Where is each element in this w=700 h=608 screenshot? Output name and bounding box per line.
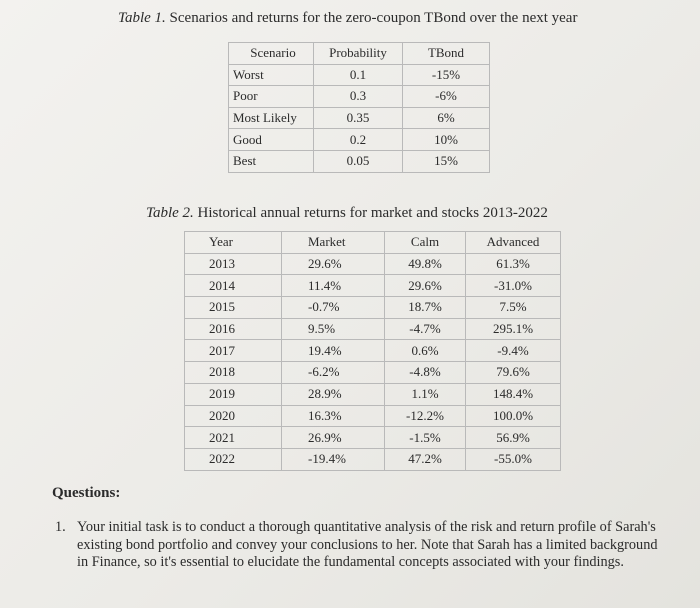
questions-heading: Questions: — [52, 485, 121, 501]
cell-probability: 0.05 — [314, 150, 403, 172]
header-probability: Probability — [314, 43, 403, 65]
cell-probability: 0.1 — [314, 64, 403, 86]
cell-year: 2019 — [185, 383, 282, 405]
table-row — [185, 405, 561, 427]
table-row — [229, 129, 490, 151]
cell-advanced: -55.0% — [466, 448, 561, 470]
cell-advanced: 295.1% — [466, 318, 561, 340]
cell-advanced: -9.4% — [466, 340, 561, 362]
cell-tbond: -6% — [403, 86, 490, 108]
table1-caption — [118, 10, 577, 27]
cell-calm: 18.7% — [385, 297, 466, 319]
cell-tbond: 6% — [403, 107, 490, 129]
question-number: 1. — [55, 519, 66, 535]
cell-year: 2021 — [185, 427, 282, 449]
table-row — [185, 275, 561, 297]
cell-year: 2013 — [185, 253, 282, 275]
cell-market: 26.9% — [282, 427, 385, 449]
cell-scenario: Most Likely — [229, 107, 314, 129]
cell-tbond: 15% — [403, 150, 490, 172]
table-header-row — [229, 43, 490, 65]
table-row — [185, 318, 561, 340]
cell-calm: 29.6% — [385, 275, 466, 297]
cell-market: -6.2% — [282, 362, 385, 384]
cell-year: 2022 — [185, 448, 282, 470]
table-row — [229, 107, 490, 129]
header-advanced: Advanced — [466, 232, 561, 254]
header-market: Market — [282, 232, 385, 254]
cell-advanced: 56.9% — [466, 427, 561, 449]
cell-advanced: 79.6% — [466, 362, 561, 384]
header-scenario: Scenario — [229, 43, 314, 65]
cell-probability: 0.2 — [314, 129, 403, 151]
cell-advanced: 7.5% — [466, 297, 561, 319]
cell-advanced: 148.4% — [466, 383, 561, 405]
question-item — [55, 519, 665, 572]
cell-year: 2020 — [185, 405, 282, 427]
cell-year: 2015 — [185, 297, 282, 319]
cell-calm: 47.2% — [385, 448, 466, 470]
cell-advanced: 61.3% — [466, 253, 561, 275]
scenario-table — [228, 42, 490, 173]
cell-year: 2016 — [185, 318, 282, 340]
table-row — [185, 448, 561, 470]
table-row — [185, 253, 561, 275]
cell-calm: 1.1% — [385, 383, 466, 405]
cell-calm: -12.2% — [385, 405, 466, 427]
table-row — [185, 362, 561, 384]
cell-market: 28.9% — [282, 383, 385, 405]
table-row — [229, 86, 490, 108]
cell-calm: -4.8% — [385, 362, 466, 384]
cell-market: 29.6% — [282, 253, 385, 275]
table-row — [229, 64, 490, 86]
cell-market: -0.7% — [282, 297, 385, 319]
table-row — [229, 150, 490, 172]
table2-caption — [146, 205, 548, 222]
table-row — [185, 427, 561, 449]
table-row — [185, 297, 561, 319]
returns-table — [184, 231, 561, 471]
table2-caption-label: Table 2. — [146, 205, 194, 221]
table-row — [185, 340, 561, 362]
cell-market: 19.4% — [282, 340, 385, 362]
cell-market: 16.3% — [282, 405, 385, 427]
cell-scenario: Poor — [229, 86, 314, 108]
table1-caption-text: Scenarios and returns for the zero-coupon TBond over the next year — [169, 10, 578, 26]
cell-probability: 0.3 — [314, 86, 403, 108]
cell-advanced: -31.0% — [466, 275, 561, 297]
cell-year: 2014 — [185, 275, 282, 297]
question-text: Your initial task is to conduct a thorough quantitative analysis of the risk and return profile of Sarah's existing bond portfolio and convey your conclusions to her. Note that Sarah has a limited background in Finance, so it's essential to elucidate the fundamental concepts associated with your findings. — [77, 519, 658, 570]
cell-tbond: -15% — [403, 64, 490, 86]
table1-caption-label: Table 1. — [118, 10, 166, 26]
cell-probability: 0.35 — [314, 107, 403, 129]
cell-calm: -1.5% — [385, 427, 466, 449]
cell-year: 2017 — [185, 340, 282, 362]
cell-calm: -4.7% — [385, 318, 466, 340]
cell-scenario: Good — [229, 129, 314, 151]
cell-tbond: 10% — [403, 129, 490, 151]
table-header-row — [185, 232, 561, 254]
cell-market: 11.4% — [282, 275, 385, 297]
cell-calm: 0.6% — [385, 340, 466, 362]
table-row — [185, 383, 561, 405]
header-tbond: TBond — [403, 43, 490, 65]
header-calm: Calm — [385, 232, 466, 254]
cell-advanced: 100.0% — [466, 405, 561, 427]
cell-market: -19.4% — [282, 448, 385, 470]
cell-calm: 49.8% — [385, 253, 466, 275]
cell-scenario: Worst — [229, 64, 314, 86]
cell-market: 9.5% — [282, 318, 385, 340]
header-year: Year — [185, 232, 282, 254]
cell-year: 2018 — [185, 362, 282, 384]
cell-scenario: Best — [229, 150, 314, 172]
table2-caption-text: Historical annual returns for market and stocks 2013-2022 — [197, 205, 548, 221]
